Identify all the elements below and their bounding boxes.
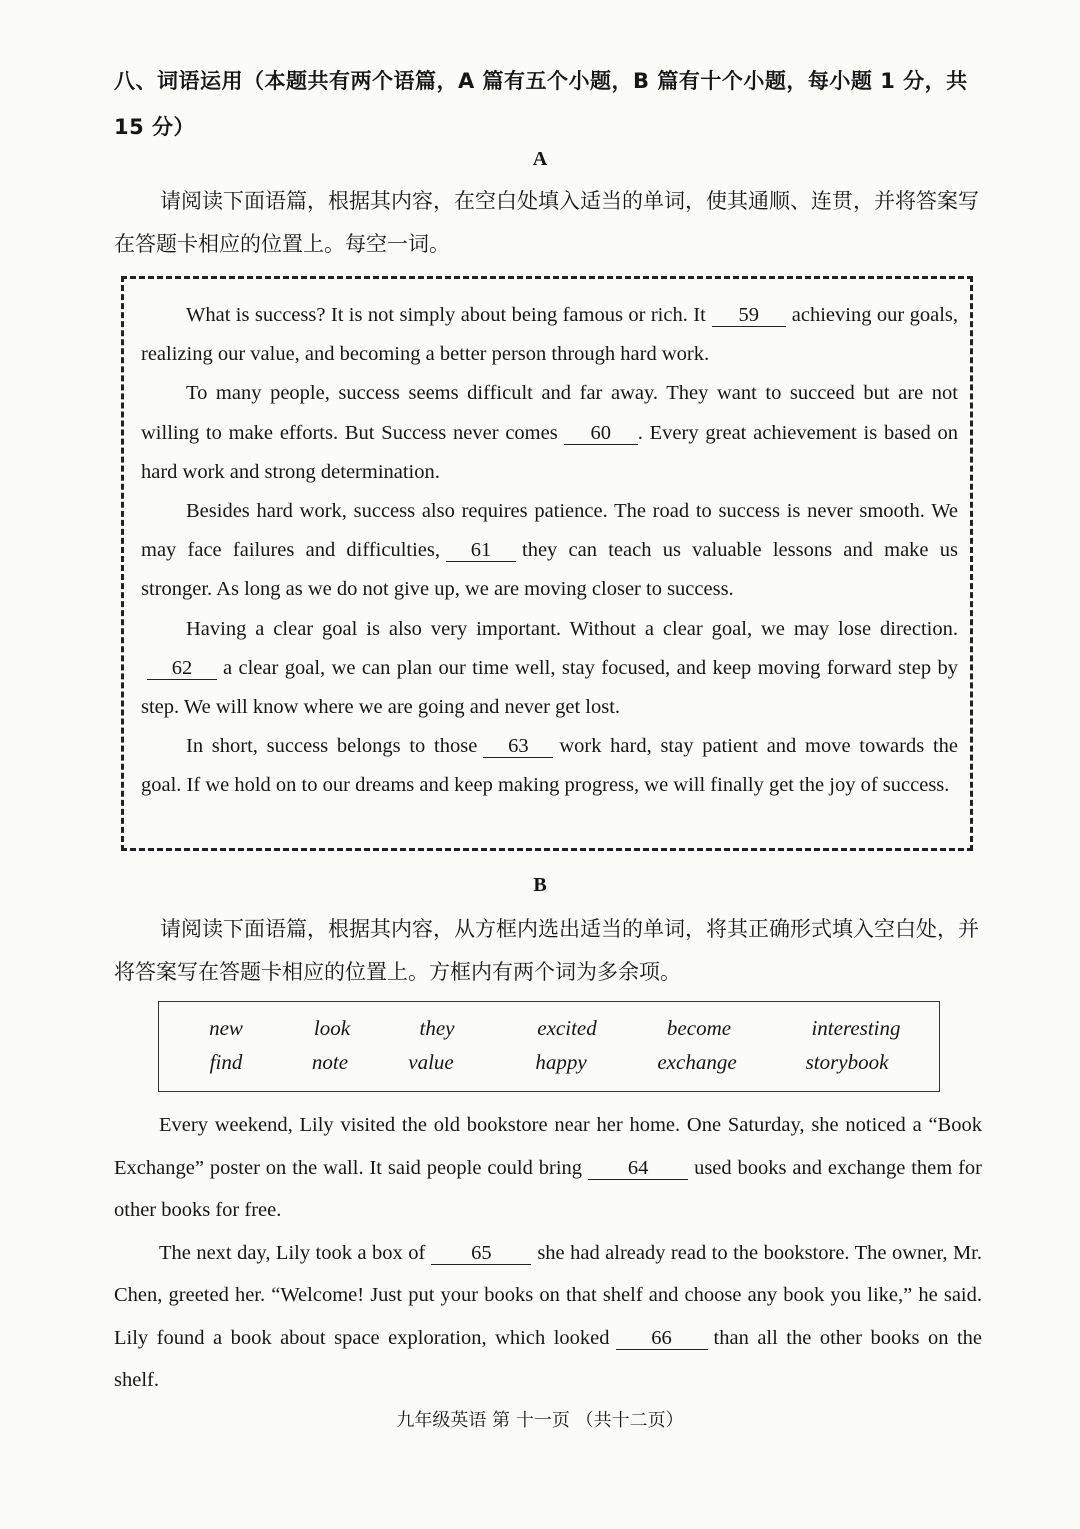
text-segment: Every weekend, Lily visited the old bookstore near her home. One Saturday, she noticed a “Book Exchange” poster on the wall. It said people could bring: [114, 1114, 982, 1179]
word-bank-item: they: [419, 1016, 455, 1040]
word-bank: [158, 1001, 940, 1092]
word-bank-item: note: [311, 1050, 349, 1074]
word-bank-item: storybook: [805, 1050, 889, 1074]
text-segment: What is success? It is not simply about being famous or rich. It: [186, 304, 706, 326]
passage-b-paragraph-1: [114, 1104, 982, 1232]
text-segment: achieving our goals, realizing our value, and becoming a better person through hard work.: [141, 304, 958, 366]
text-segment: . Every great achievement is based on hard work and strong determination.: [141, 421, 958, 483]
blank-59[interactable]: 59: [712, 304, 786, 327]
blank-65[interactable]: 65: [431, 1242, 531, 1265]
part-b-label: B: [533, 874, 547, 896]
part-b-instruction: 请阅读下面语篇，根据其内容，从方框内选出适当的单词，将其正确形式填入空白处，并将答案写在答题卡相应的位置上。方框内有两个词为多余项。: [114, 917, 979, 984]
passage-b-paragraph-2: [114, 1232, 982, 1402]
blank-61[interactable]: 61: [446, 539, 516, 562]
passage-a-paragraph-2: [141, 374, 958, 492]
text-segment: Having a clear goal is also very important. Without a clear goal, we may lose direction.: [186, 617, 958, 640]
blank-66[interactable]: 66: [616, 1327, 708, 1350]
blank-63[interactable]: 63: [483, 735, 553, 758]
text-segment: The next day, Lily took a box of: [159, 1241, 426, 1264]
blank-64[interactable]: 64: [588, 1157, 688, 1180]
text-segment: Besides hard work, success also requires patience. The road to success is never smooth. We may face failures and difficulties,: [141, 500, 958, 562]
word-bank-item: value: [408, 1050, 454, 1074]
text-segment: work hard, stay patient and move towards the goal. If we hold on to our dreams and keep making progress, we will finally get the joy of success.: [141, 735, 958, 797]
text-segment: To many people, success seems difficult and far away. They want to succeed but are not willing to make efforts. But Success never comes: [141, 382, 958, 444]
word-bank-item: find: [209, 1050, 243, 1074]
text-segment: they can teach us valuable lessons and make us stronger. As long as we do not give up, we are moving closer to success.: [141, 539, 958, 601]
blank-60[interactable]: 60: [564, 422, 638, 445]
passage-b: [114, 1104, 982, 1402]
text-segment: than all the other books on the shelf.: [114, 1326, 982, 1391]
word-bank-item: happy: [535, 1050, 587, 1074]
word-bank-item: look: [313, 1016, 351, 1040]
text-segment: In short, success belongs to those: [186, 735, 478, 758]
word-bank-item: exchange: [657, 1050, 737, 1074]
passage-a: [141, 296, 958, 806]
word-bank-item: interesting: [811, 1016, 901, 1040]
passage-a-paragraph-1: [141, 296, 958, 374]
passage-a-paragraph-4: [141, 610, 958, 728]
word-bank-item: new: [209, 1016, 243, 1040]
part-a-label: A: [532, 148, 548, 170]
text-segment: a clear goal, we can plan our time well, stay focused, and keep moving forward step by step. We will know where we are going and never get lost.: [141, 656, 958, 719]
word-bank-item: become: [666, 1016, 732, 1040]
section-title: 八、词语运用（本题共有两个语篇，A 篇有五个小题，B 篇有十个小题，每小题 1 分，共 15 分）: [114, 69, 968, 139]
text-segment: used books and exchange them for other books for free.: [114, 1156, 982, 1221]
blank-62[interactable]: 62: [147, 657, 217, 680]
passage-a-paragraph-5: [141, 727, 958, 805]
word-bank-item: excited: [537, 1016, 597, 1040]
page-footer: 九年级英语 第 十一页 （共十二页）: [396, 1410, 684, 1431]
part-a-instruction: 请阅读下面语篇，根据其内容，在空白处填入适当的单词，使其通顺、连贯，并将答案写在答题卡相应的位置上。每空一词。: [114, 189, 979, 256]
passage-a-paragraph-3: [141, 492, 958, 610]
text-segment: she had already read to the bookstore. The owner, Mr. Chen, greeted her. “Welcome! Just put your books on that shelf and choose any book you like,” he said. Lily found a book about space exploration, which looked: [114, 1241, 983, 1349]
